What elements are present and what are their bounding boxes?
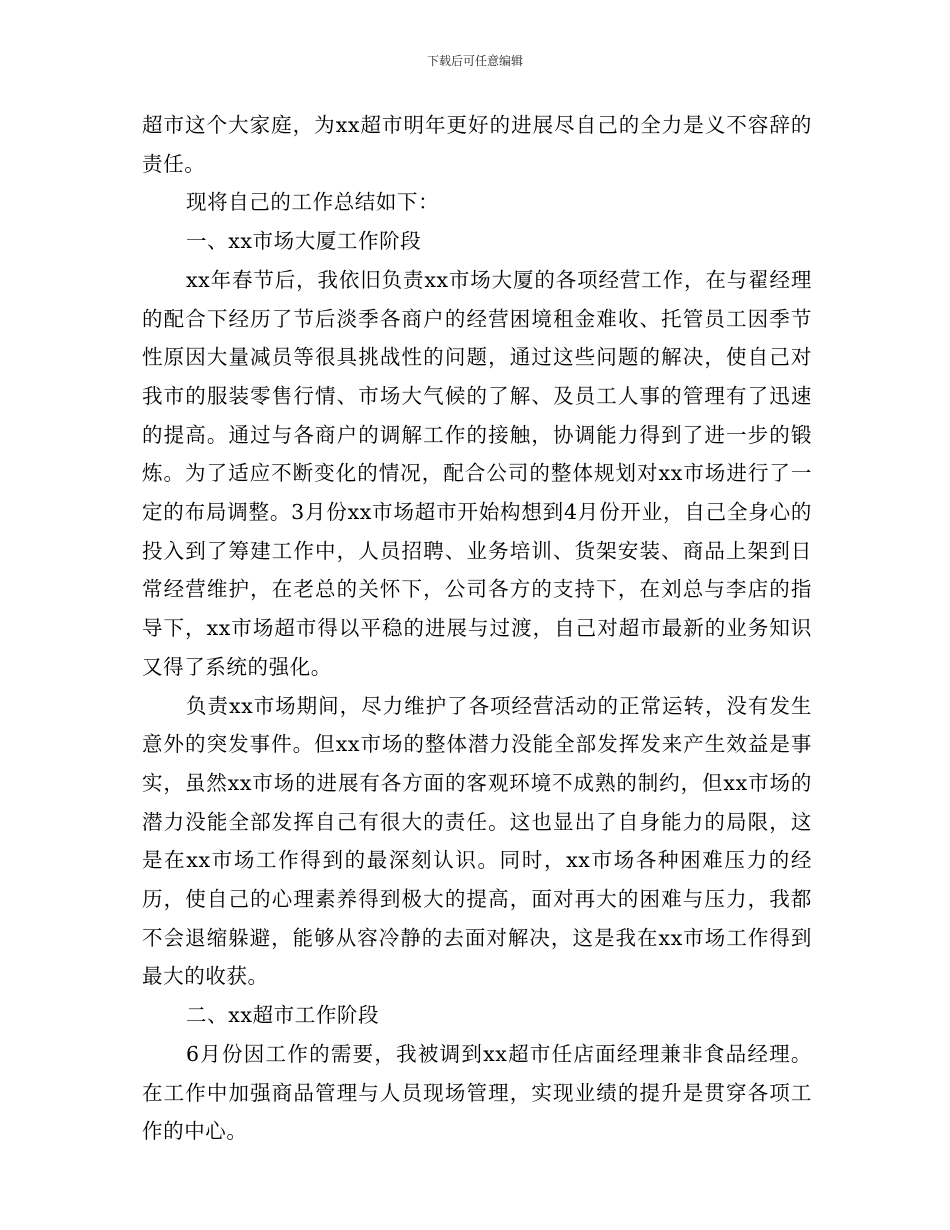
section-heading-1: 一、xx市场大厦工作阶段 (186, 229, 422, 254)
section-heading-2: 二、xx超市工作阶段 (186, 1003, 380, 1028)
page-header: 下载后可任意编辑 (426, 54, 523, 68)
paragraph-summary-lead: 现将自己的工作总结如下： (186, 190, 440, 215)
paragraph-intro: 超市这个大家庭，为xx超市明年更好的进展尽自己的全力是义不容辞的责任。 (142, 113, 812, 176)
paragraph-section-1-b: 负责xx市场期间，尽力维护了各项经营活动的正常运转，没有发生意外的突发事件。但xx市场的整体潜力没能全部发挥发来产生效益是事实，虽然xx市场的进展有各方面的客观环境不成熟的制约，但xx市场的潜力没能全部发挥自己有很大的责任。这也显出了自身能力的局限，这是在xx市场工作得到的最深刻认识。同时，xx市场各种困难压力的经历，使自己的心理素养得到极大的提高，面对再大的困难与压力，我都不会退缩躲避，能够从容冷静的去面对解决，这是我在xx市场工作得到最大的收获。 (142, 693, 812, 989)
paragraph-section-1-a: xx年春节后，我依旧负责xx市场大厦的各项经营工作，在与翟经理的配合下经历了节后淡季各商户的经营困境租金难收、托管员工因季节性原因大量减员等很具挑战性的问题，通过这些问题的解决，使自己对我市的服装零售行情、市场大气候的了解、及员工人事的管理有了迅速的提高。通过与各商户的调解工作的接触，协调能力得到了进一步的锻炼。为了适应不断变化的情况，配合公司的整体规划对xx市场进行了一定的布局调整。3月份xx市场超市开始构想到4月份开业，自己全身心的投入到了筹建工作中，人员招聘、业务培训、货架安装、商品上架到日常经营维护，在老总的关怀下，公司各方的支持下，在刘总与李店的指导下，xx市场超市得以平稳的进展与过渡，自己对超市最新的业务知识又得了系统的强化。 (142, 267, 812, 679)
document-body (142, 106, 812, 1151)
paragraph-section-2-a: 6月份因工作的需要，我被调到xx超市任店面经理兼非食品经理。在工作中加强商品管理与人员现场管理，实现业绩的提升是贯穿各项工作的中心。 (142, 1041, 812, 1144)
